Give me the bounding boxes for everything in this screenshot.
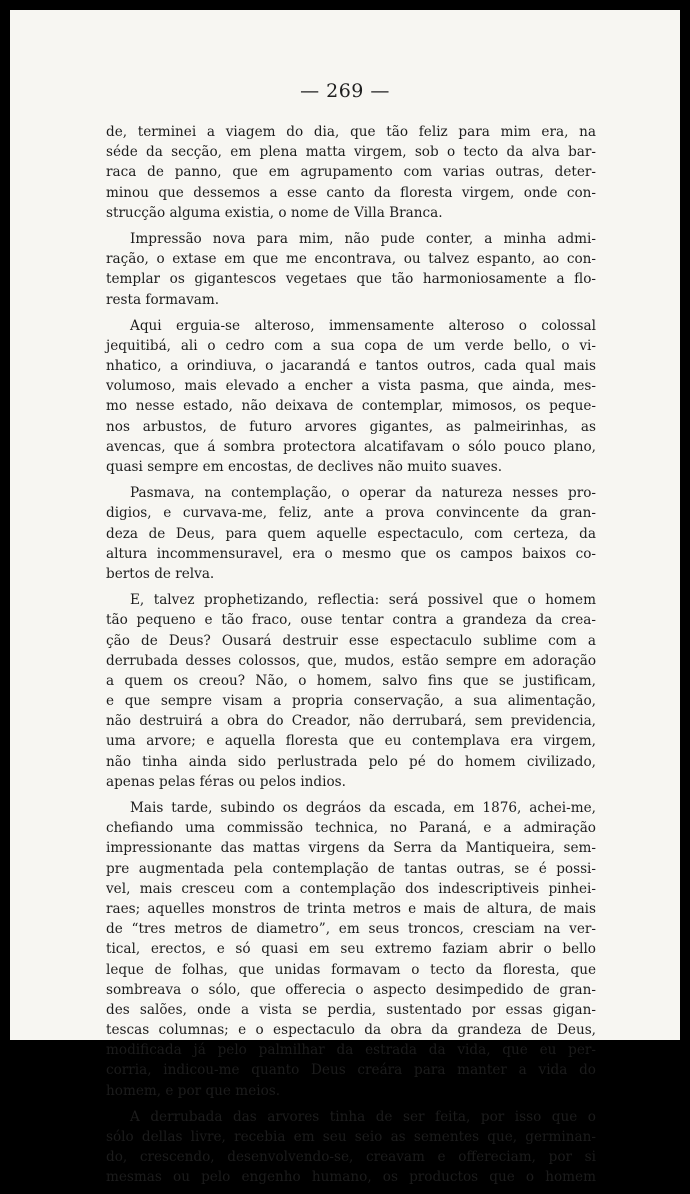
text-line: volumoso, mais elevado a encher a vista pasma, que ainda, mes-	[106, 378, 596, 395]
text-line: mesmas ou pelo engenho humano, os productos que o homem	[106, 1169, 596, 1186]
text-line: mo nesse estado, não deixava de contemplar, mimosos, os peque-	[106, 398, 596, 415]
text-line: avencas, que á sombra protectora alcatifavam o sólo pouco plano,	[106, 438, 596, 455]
text-line: derrubada desses colossos, que, mudos, estão sempre em adoração	[106, 652, 596, 669]
paragraph	[106, 1107, 596, 1188]
paragraph	[106, 590, 596, 792]
text-line: modificada já pelo palmilhar da estrada da vida, que eu per-	[106, 1042, 596, 1059]
text-line: minou que dessemos a esse canto da floresta virgem, onde con-	[106, 184, 596, 201]
paragraph	[106, 122, 596, 223]
text-line: homem, e por que meios.	[106, 1082, 281, 1099]
text-line: Pasmava, na contemplação, o operar da natureza nesses pro-	[130, 485, 596, 502]
text-body	[106, 122, 596, 1194]
text-line: Impressão nova para mim, não pude conter, a minha admi-	[130, 230, 596, 247]
text-line: de, terminei a viagem do dia, que tão feliz para mim era, na	[106, 124, 596, 140]
text-line: altura incommensuravel, era o mesmo que os campos baixos co-	[106, 545, 596, 562]
text-line: digios, e curvava-me, feliz, ante a prova convincente da gran-	[106, 505, 596, 522]
text-line: nhatico, a orindiuva, o jacarandá e tantos outros, cada qual mais	[106, 358, 596, 375]
text-line: nos arbustos, de futuro arvores gigantes, as palmeirinhas, as	[106, 418, 596, 435]
text-line: strucção alguma existia, o nome de Villa Branca.	[106, 204, 443, 221]
text-line: tescas columnas; e o espectaculo da obra da grandeza de Deus,	[106, 1022, 596, 1039]
text-line: apenas pelas féras ou pelos indios.	[106, 773, 346, 790]
text-line: A derrubada das arvores tinha de ser feita, por isso que o	[130, 1108, 596, 1125]
text-line: resta formavam.	[106, 291, 220, 308]
text-line: raes; aquelles monstros de trinta metros e mais de altura, de mais	[106, 900, 596, 917]
text-line: des salões, onde a vista se perdia, sustentado por essas gigan-	[106, 1001, 596, 1018]
paragraph	[106, 798, 596, 1101]
text-line: do, crescendo, desenvolvendo-se, creavam e offereciam, por si	[106, 1149, 596, 1166]
text-line: sombreava o sólo, que offerecia o aspecto desimpedido de gran-	[106, 981, 596, 998]
paragraph	[106, 229, 596, 310]
text-line: e que sempre visam a propria conservação, a sua alimentação,	[106, 693, 596, 710]
text-line: pre augmentada pela contemplação de tantas outras, se é possi-	[106, 860, 596, 877]
paragraph	[106, 316, 596, 478]
text-line: impressionante das mattas virgens da Serra da Mantiqueira, sem-	[106, 840, 596, 857]
text-line: séde da secção, em plena matta virgem, sob o tecto da alva bar-	[106, 144, 596, 161]
text-line: ração, o extase em que me encontrava, ou talvez espanto, ao con-	[106, 251, 596, 268]
text-line: uma arvore; e aquella floresta que eu contemplava era virgem,	[106, 733, 596, 750]
text-line: sólo dellas livre, recebia em seu seio as sementes que, germinan-	[106, 1129, 596, 1145]
paragraph	[106, 483, 596, 584]
page-number: — 269 —	[300, 80, 390, 102]
text-line: deza de Deus, para quem aquelle espectaculo, com certeza, da	[106, 525, 596, 542]
text-line: leque de folhas, que unidas formavam o tecto da floresta, que	[106, 961, 596, 978]
book-page	[10, 10, 680, 1186]
text-line: bertos de relva.	[106, 565, 215, 582]
text-line: ção de Deus? Ousará destruir esse espectaculo sublime com a	[106, 632, 596, 649]
text-line: vel, mais cresceu com a contemplação dos indescriptiveis pinhei-	[106, 880, 596, 897]
text-line: chefiando uma commissão technica, no Paraná, e a admiração	[106, 820, 596, 837]
text-line: Mais tarde, subindo os degráos da escada, em 1876, achei-me,	[130, 800, 596, 816]
text-line: não destruirá a obra do Creador, não derrubará, sem previdencia,	[106, 713, 596, 730]
text-line: a quem os creou? Não, o homem, salvo fins que se justificam,	[106, 672, 596, 689]
text-line: quasi sempre em encostas, de declives não muito suaves.	[106, 459, 503, 475]
text-line: Aqui erguia-se alteroso, immensamente alteroso o colossal	[130, 317, 596, 334]
text-line: de “tres metros de diametro”, em seus troncos, cresciam na ver-	[106, 921, 596, 938]
text-line: corria, indicou-me quanto Deus creára para manter a vida do	[106, 1062, 596, 1079]
text-line: não tinha ainda sido perlustrada pelo pé do homem civilizado,	[106, 753, 596, 770]
text-line: tical, erectos, e só quasi em seu extremo faziam abrir o bello	[106, 941, 596, 958]
text-line: E, talvez prophetizando, reflectia: será possivel que o homem	[130, 592, 596, 609]
text-line: jequitibá, ali o cedro com a sua copa de um verde bello, o vi-	[106, 337, 596, 354]
text-line: tão pequeno e tão fraco, ouse tentar contra a grandeza da crea-	[106, 612, 596, 629]
text-line: raca de panno, que em agrupamento com varias outras, deter-	[106, 164, 596, 181]
text-line: templar os gigantescos vegetaes que tão harmoniosamente a flo-	[106, 271, 596, 288]
